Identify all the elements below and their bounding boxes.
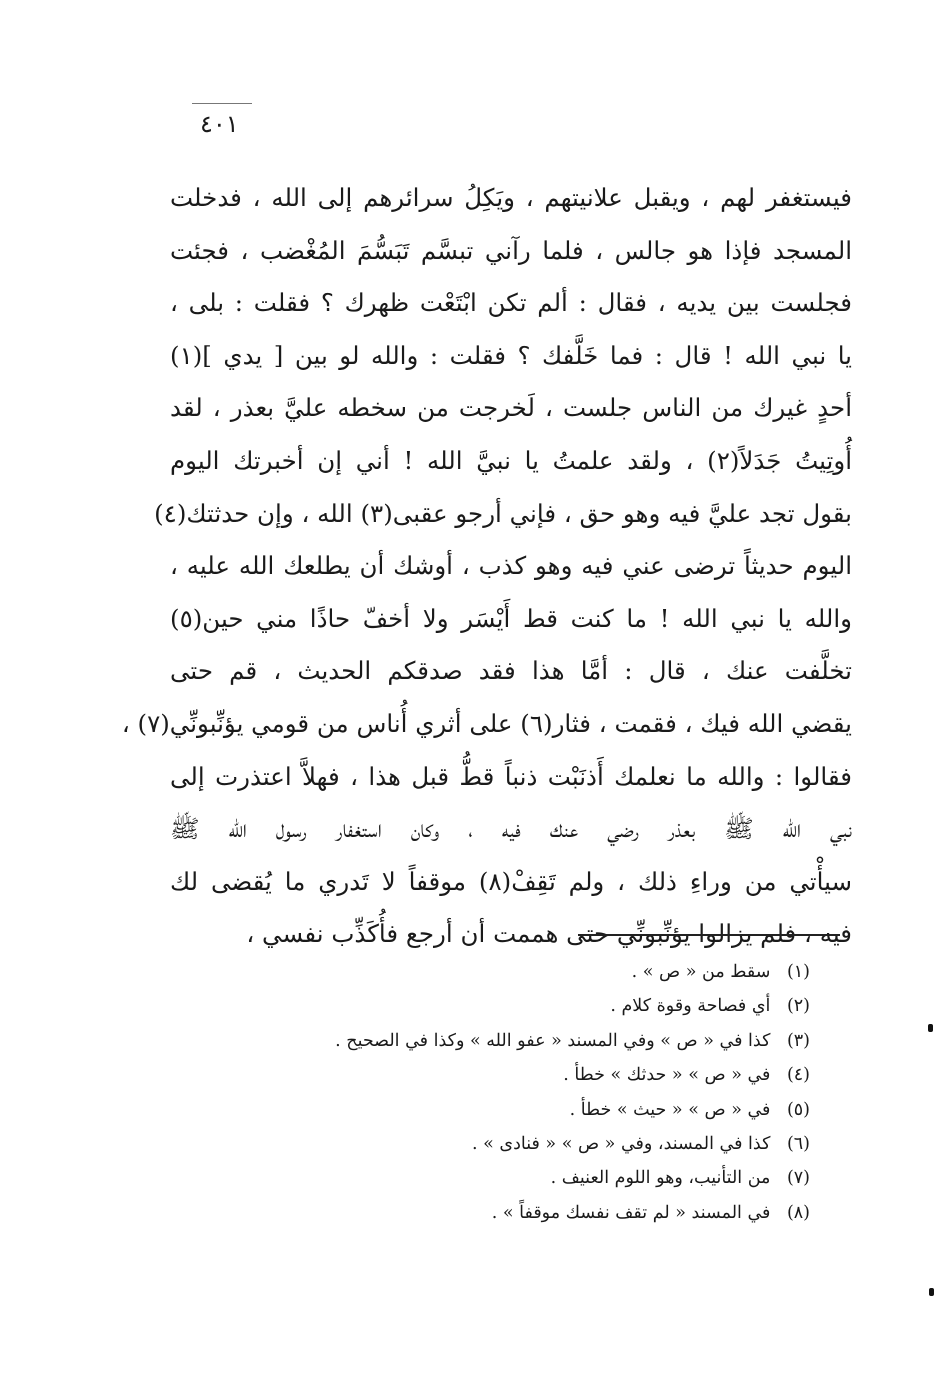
footnote-text: سقط من « ص » . [631, 962, 771, 982]
text-line: فيه ، فلم يزالوا يؤنِّبونِّي حتى هممت أن أرجع فأُكَذِّب نفسي ، [246, 919, 852, 949]
text-line: يا نبي الله ! قال : فما خَلَّفك ؟ فقلت : والله لو بين [ يدي ](١) [170, 340, 852, 370]
footnote-text: من التأنيب، وهو اللوم العنيف . [550, 1168, 771, 1189]
footnote-text: كذا في « ص » وفي المسند « عفو الله » وكذا في الصحيح . [335, 1030, 771, 1051]
footnote-text: أي فصاحة وقوة كلام . [610, 996, 771, 1017]
text-line: والله يا نبي الله ! ما كنت قط أَيْسَر ولا أخفّ حاذًا مني حين(٥) [170, 603, 852, 633]
footnote-item [240, 1127, 810, 1161]
footnote-number: (٦) [786, 1133, 810, 1154]
scan-speck [928, 1024, 933, 1032]
footnote-item [240, 989, 810, 1023]
footnote-item [240, 955, 810, 989]
text-line: بقول تجد عليَّ فيه وهو حق ، فإني أرجو عقبى(٣) الله ، وإن حدثتك(٤) [154, 498, 852, 528]
scan-speck [929, 1288, 934, 1296]
footnote-number: (٨) [786, 1202, 810, 1223]
page-number: ٤٠١ [200, 110, 239, 138]
text-line: تخلَّفت عنك ، قال : أمَّا هذا فقد صدقكم الحديث ، قم حتى [170, 656, 852, 686]
footnote-text: كذا في المسند، وفي « ص » « فنادى » . [472, 1133, 771, 1154]
footnote-text: في « ص » « حيث » خطأ . [569, 1099, 771, 1120]
header-rule [192, 103, 252, 104]
footnote-separator [578, 934, 840, 936]
footnote-number: (٢) [786, 996, 810, 1017]
text-line: أحدٍ غيرك من الناس جلست ، لَخرجت من سخطه عليَّ بعذر ، لقد [170, 393, 852, 423]
footnote-item [240, 1196, 810, 1230]
footnote-item [240, 1058, 810, 1092]
footnote-text: في المسند « لم تقف نفسك موقفاً » . [491, 1202, 771, 1223]
footnote-text: في « ص » « حدثك » خطأ . [563, 1065, 771, 1086]
footnote-number: (٤) [786, 1065, 810, 1086]
footnotes [240, 955, 810, 1230]
footnote-number: (٧) [786, 1168, 810, 1189]
text-line: اليوم حديثاً ترضى عني فيه وهو كذب ، أوشك أن يطلعك الله عليه ، [170, 551, 852, 581]
text-line: سيأْتي من وراءِ ذلك ، ولم تَقِفْ(٨) موقفاً لا تَدري ما يُقضى لك [170, 866, 853, 896]
text-line: فجلست بين يديه ، فقال : ألم تكن ابْتَعْت ظهرك ؟ فقلت : بلى ، [170, 288, 852, 318]
text-line: المسجد فإذا هو جالس ، فلما رآني تبسَّم تَبَسُّمَ المُغْضب ، فجئت [170, 235, 852, 265]
text-line: أُوتِيتُ جَدَلاً(٢) ، ولقد علمتُ يا نبيَّ الله ! أني إن أخبرتك اليوم [170, 445, 853, 475]
text-line: يقضي الله فيك ، فقمت ، فثار(٦) على أثري أُناس من قومي يؤنِّبونِّي(٧) ، [121, 708, 852, 738]
footnote-item [240, 1093, 810, 1127]
footnote-number: (٥) [786, 1099, 810, 1120]
text-line: فقالوا : والله ما نعلمك أَذنَبْت ذنباً قطُّ قبل هذا ، فهلاَّ اعتذرت إلى [170, 761, 852, 791]
footnote-number: (٣) [786, 1030, 810, 1051]
footnote-item [240, 1024, 810, 1058]
footnote-item [240, 1161, 810, 1195]
text-line: فيستغفر لهم ، ويقبل علانيتهم ، ويَكِلُ سرائرهم إلى الله ، فدخلت [170, 183, 852, 212]
text-line: نبي الله ﷺ بعذر رضي عنك فيه ، وكان استغفار رسول الله ﷺ [170, 814, 852, 844]
main-text [121, 172, 853, 961]
footnote-number: (١) [786, 962, 810, 982]
